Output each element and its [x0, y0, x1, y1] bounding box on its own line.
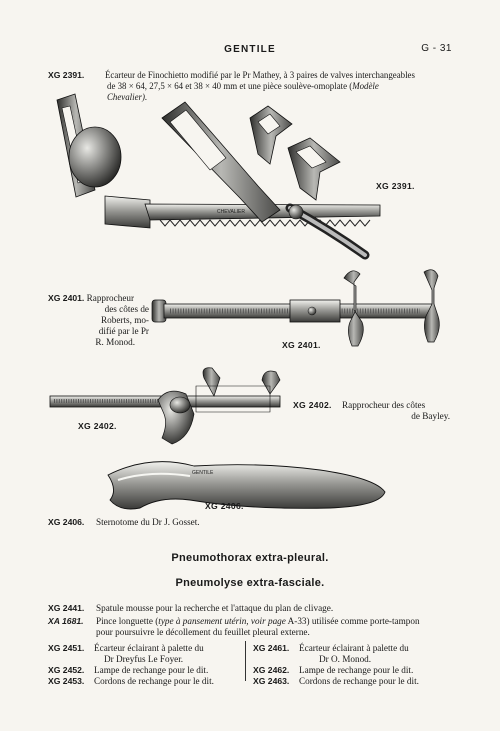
list-item: XG 2463. Cordons de rechange pour le dit.: [253, 676, 419, 686]
description: Spatule mousse pour la recherche et l'attaque du plan de clivage.: [96, 603, 334, 613]
description-line-3: Chevalier).: [107, 92, 148, 102]
description-line: Roberts, mo-: [101, 315, 149, 325]
list-item: XG 2452. Lampe de rechange pour le dit.: [48, 665, 209, 675]
item-code: XG 2401.: [48, 293, 85, 303]
list-item: XG 2461. Écarteur éclairant à palette du: [253, 643, 409, 653]
page-header-title: GENTILE: [224, 44, 276, 55]
column-divider: [245, 641, 246, 681]
item-code: XG 2441.: [48, 603, 85, 613]
list-item: XG 2453. Cordons de rechange pour le dit.: [48, 676, 214, 686]
description-line: R. Monod.: [95, 337, 135, 347]
figure-label-xg-2401: XG 2401.: [282, 340, 321, 350]
figure-label-xg-2391: XG 2391.: [376, 181, 415, 191]
finochietto-retractor-illustration: [57, 94, 380, 255]
bayley-rib-approximator-illustration: [50, 368, 280, 444]
figure-label-xg-2402-caption: XG 2402.: [293, 400, 332, 410]
description-line: difié par le Pr: [98, 326, 149, 336]
list-item: Dr O. Monod.: [319, 654, 372, 664]
description-line-2: pour poursuivre le décollement du feuillet pleural externe.: [96, 627, 310, 637]
description: Sternotome du Dr J. Gosset.: [96, 517, 200, 527]
description-line: des côtes de: [104, 304, 149, 314]
entry-xg-2406: [48, 517, 458, 528]
item-code: XA 1681.: [48, 616, 84, 626]
entry-xg-2401: [48, 293, 163, 348]
gosset-sternotome-illustration: [108, 462, 385, 509]
description-line-1: Pince longuette (type à pansement utérin, voir page A-33) utilisée comme porte-tampon: [96, 616, 420, 626]
item-code: XG 2406.: [48, 517, 85, 527]
description-line: de Bayley.: [411, 411, 450, 421]
engraving-label: GENTILE: [192, 470, 214, 476]
item-code: XG 2391.: [48, 70, 85, 80]
roberts-rib-approximator-illustration: [152, 270, 439, 346]
section-title-pneumolyse: Pneumolyse extra-fasciale.: [175, 577, 325, 589]
page-number: G - 31: [421, 43, 452, 54]
list-item: XG 2462. Lampe de rechange pour le dit.: [253, 665, 414, 675]
entry-xg-2402: [342, 400, 452, 422]
list-item: XG 2451. Écarteur éclairant à palette du: [48, 643, 204, 653]
description-line: Rapprocheur: [86, 293, 135, 303]
section-title-pneumothorax: Pneumothorax extra-pleural.: [171, 552, 329, 564]
description-line: Rapprocheur des côtes: [342, 400, 426, 410]
figure-label-xg-2402: XG 2402.: [78, 421, 117, 431]
entry-xg-2441: [48, 603, 458, 614]
figure-label-xg-2406: XG 2406.: [205, 501, 244, 511]
engraving-label: CHEVALIER: [217, 209, 245, 215]
list-item: Dr Dreyfus Le Foyer.: [104, 654, 184, 664]
description-line-2: de 38 × 64, 27,5 × 64 et 38 × 40 mm et une pièce soulève-omoplate (Modèle: [107, 81, 379, 91]
description-line-1: Écarteur de Finochietto modifié par le Pr Mathey, à 3 paires de valves interchangeables: [105, 70, 415, 80]
entry-xa-1681: [48, 616, 458, 638]
